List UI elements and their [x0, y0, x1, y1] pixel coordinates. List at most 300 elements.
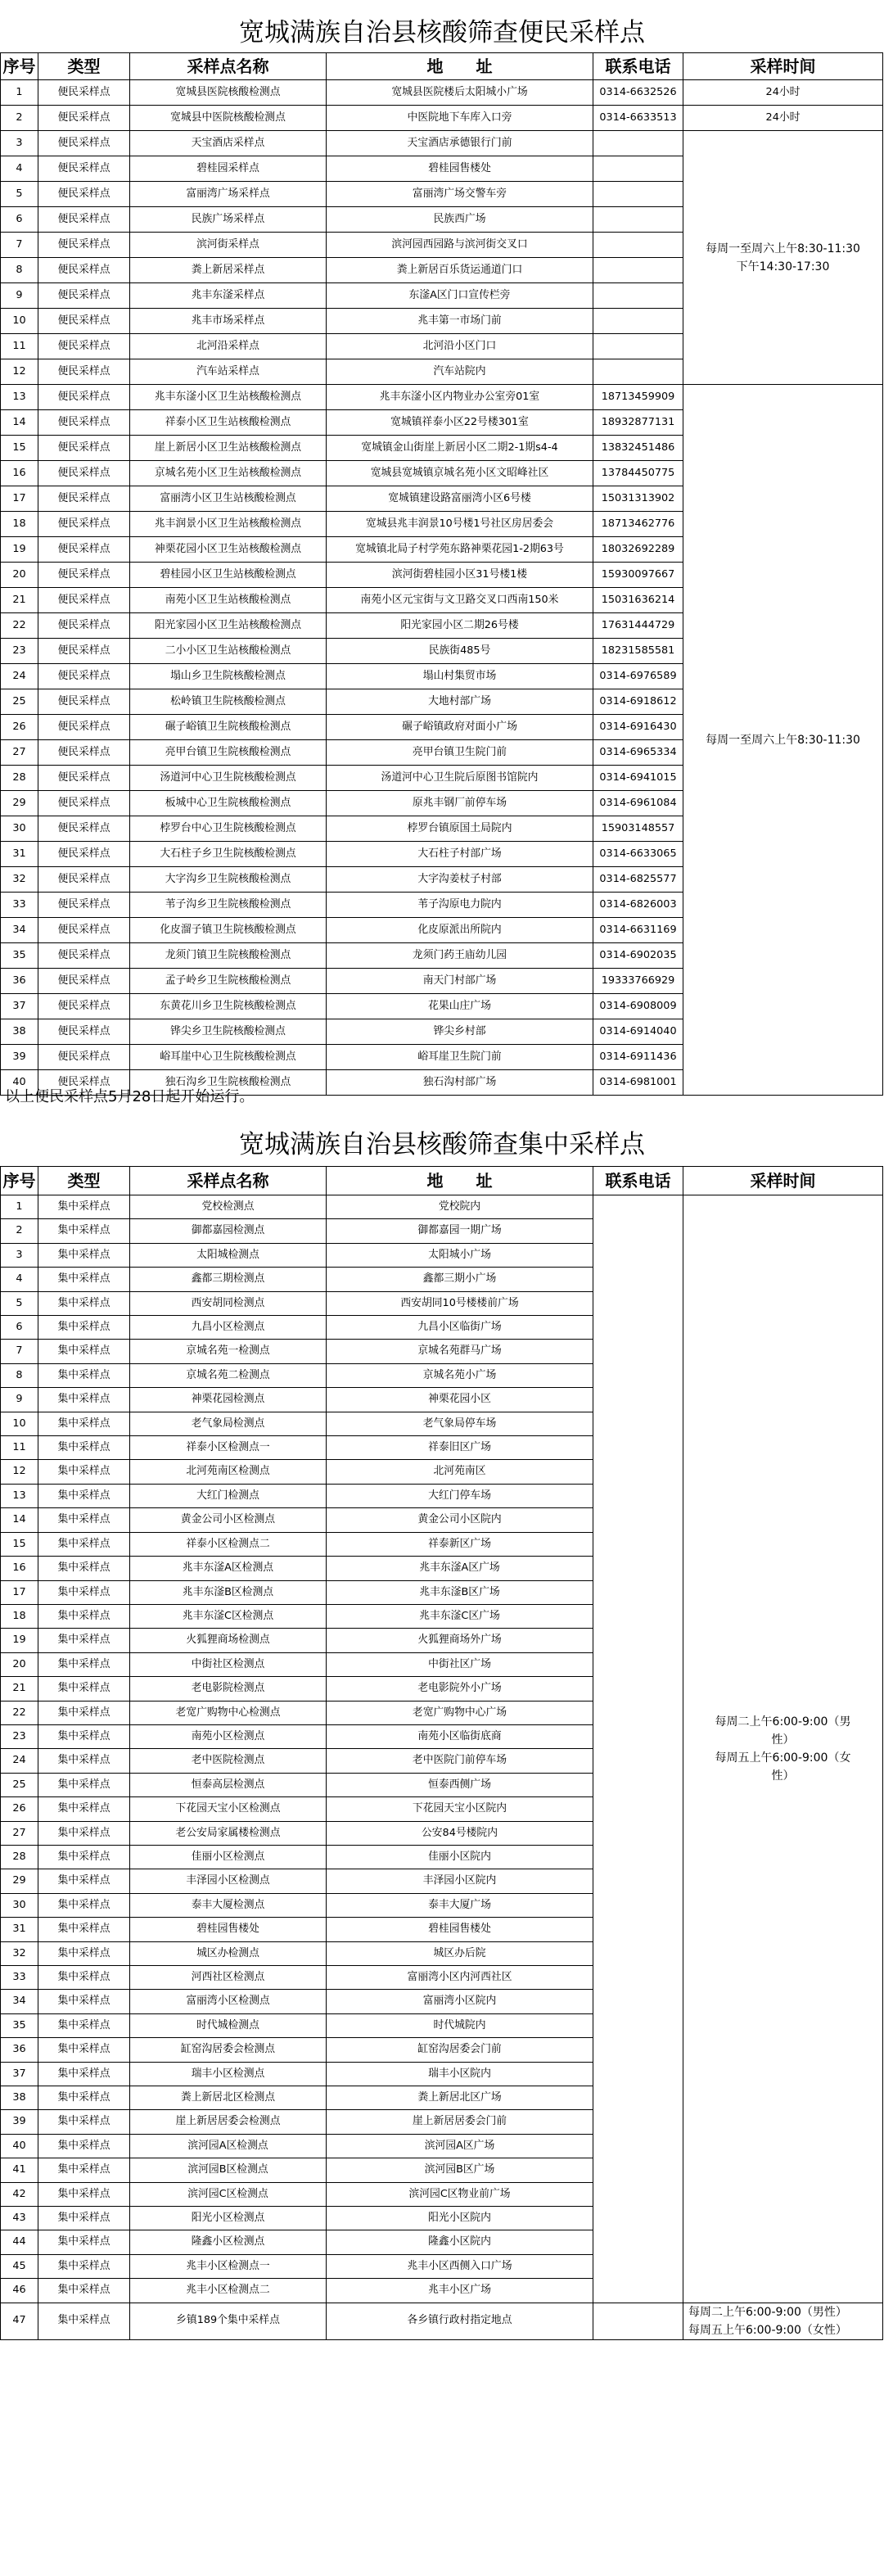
row-site-name: 党校检测点: [130, 1195, 327, 1219]
row-phone: 15903148557: [593, 816, 683, 842]
row-type: 便民采样点: [38, 943, 130, 969]
row-address: 北河苑南区: [327, 1460, 593, 1484]
row-site-name: 二小小区卫生站核酸检测点: [130, 639, 327, 664]
row-type: 便民采样点: [38, 106, 130, 131]
row-index: 21: [1, 588, 38, 613]
row-site-name: 时代城检测点: [130, 2013, 327, 2037]
row-address: 民族街485号: [327, 639, 593, 664]
row-address: 瑞丰小区院内: [327, 2062, 593, 2086]
row-index: 12: [1, 359, 38, 385]
row-index: 1: [1, 1195, 38, 1219]
row-type: 便民采样点: [38, 715, 130, 740]
row-site-name: 粪上新居北区检测点: [130, 2086, 327, 2110]
row-type: 便民采样点: [38, 740, 130, 766]
row-index: 38: [1, 2086, 38, 2110]
row-index: 29: [1, 791, 38, 816]
row-index: 45: [1, 2254, 38, 2278]
row-address: 化皮原派出所院内: [327, 918, 593, 943]
row-type: 集中采样点: [38, 1340, 130, 1363]
row-address: 龙须门药王庙幼儿园: [327, 943, 593, 969]
row-site-name: 滨河园B区检测点: [130, 2158, 327, 2182]
row-address: 兆丰东滏B区广场: [327, 1580, 593, 1604]
row-type: 集中采样点: [38, 2303, 130, 2339]
row-type: 便民采样点: [38, 182, 130, 207]
row-type: 集中采样点: [38, 2279, 130, 2303]
row-phone: 18713459909: [593, 385, 683, 410]
row-type: 集中采样点: [38, 1291, 130, 1315]
row-type: 便民采样点: [38, 791, 130, 816]
row-phone: 0314-6633513: [593, 106, 683, 131]
row-address: 阳光家园小区二期26号楼: [327, 613, 593, 639]
row-site-name: 阳光家园小区卫生站核酸检测点: [130, 613, 327, 639]
row-index: 5: [1, 1291, 38, 1315]
row-site-name: 大红门检测点: [130, 1484, 327, 1507]
row-type: 集中采样点: [38, 2086, 130, 2110]
row-site-name: 汤道河中心卫生院核酸检测点: [130, 766, 327, 791]
row-site-name: 松岭镇卫生院核酸检测点: [130, 689, 327, 715]
row-type: 便民采样点: [38, 918, 130, 943]
row-time: 24小时: [683, 106, 883, 131]
row-address: 兆丰第一市场门前: [327, 309, 593, 334]
row-index: 8: [1, 1363, 38, 1387]
row-site-name: 碧桂园小区卫生站核酸检测点: [130, 563, 327, 588]
table1-header-row: [1, 53, 883, 80]
time-line: 每周二上午6:00-9:00（男性）: [688, 2305, 847, 2319]
row-address: 老电影院外小广场: [327, 1677, 593, 1701]
row-phone: 18713462776: [593, 512, 683, 537]
time-line: 每周五上午6:00-9:00（女性）: [688, 2323, 847, 2337]
row-index: 27: [1, 1821, 38, 1845]
row-address: 富丽湾小区院内: [327, 1990, 593, 2013]
row-site-name: 京城名苑小区卫生站核酸检测点: [130, 461, 327, 486]
row-site-name: 民族广场采样点: [130, 207, 327, 233]
row-address: 东滏A区门口宣传栏旁: [327, 283, 593, 309]
row-address: 兆丰东滏A区广场: [327, 1557, 593, 1580]
row-type: 集中采样点: [38, 1797, 130, 1821]
row-type: 集中采样点: [38, 1701, 130, 1724]
row-site-name: 城区办检测点: [130, 1941, 327, 1965]
row-address: 北河沿小区门口: [327, 334, 593, 359]
row-address: 中医院地下车库入口旁: [327, 106, 593, 131]
row-site-name: 老公安局家属楼检测点: [130, 1821, 327, 1845]
row-index: 13: [1, 1484, 38, 1507]
header-phone: 联系电话: [593, 1167, 683, 1195]
row-address: 时代城院内: [327, 2013, 593, 2037]
row-time: 24小时: [683, 80, 883, 106]
row-phone: [593, 207, 683, 233]
convenience-sampling-table: [0, 52, 883, 1096]
row-address: 大石柱子村部广场: [327, 842, 593, 867]
row-index: 31: [1, 842, 38, 867]
row-address: 南苑小区元宝街与文卫路交叉口西南150米: [327, 588, 593, 613]
row-index: 28: [1, 766, 38, 791]
header-index: 序号: [1, 53, 38, 80]
row-index: 24: [1, 1749, 38, 1773]
row-type: 集中采样点: [38, 2038, 130, 2062]
row-type: 集中采样点: [38, 1388, 130, 1412]
row-site-name: 隆鑫小区检测点: [130, 2230, 327, 2254]
row-site-name: 峪耳崖中心卫生院核酸检测点: [130, 1045, 327, 1070]
row-site-name: 缸窑沟居委会检测点: [130, 2038, 327, 2062]
row-phone: [593, 334, 683, 359]
row-index: 2: [1, 1219, 38, 1243]
row-site-name: 苇子沟乡卫生院核酸检测点: [130, 893, 327, 918]
row-phone: [593, 258, 683, 283]
row-index: 20: [1, 1652, 38, 1676]
row-phone: 15930097667: [593, 563, 683, 588]
row-phone: 0314-6631169: [593, 918, 683, 943]
row-address: 滨河园C区物业前广场: [327, 2182, 593, 2206]
row-phone: 0314-6911436: [593, 1045, 683, 1070]
row-site-name: 河西社区检测点: [130, 1966, 327, 1990]
row-index: 40: [1, 2134, 38, 2158]
row-site-name: 御都嘉园检测点: [130, 1219, 327, 1243]
row-site-name: 兆丰小区检测点一: [130, 2254, 327, 2278]
row-type: 便民采样点: [38, 969, 130, 994]
row-phone: [593, 309, 683, 334]
time-line: 下午14:30-17:30: [736, 260, 830, 273]
row-address: 滨河园B区广场: [327, 2158, 593, 2182]
row-type: 集中采样点: [38, 1629, 130, 1652]
row-phone: 0314-6976589: [593, 664, 683, 689]
row-site-name: 北河苑南区检测点: [130, 1460, 327, 1484]
row-type: 集中采样点: [38, 2207, 130, 2230]
row-index: 3: [1, 1243, 38, 1267]
row-site-name: 崖上新居居委会检测点: [130, 2110, 327, 2134]
row-address: 恒泰西侧广场: [327, 1773, 593, 1796]
row-type: 集中采样点: [38, 1990, 130, 2013]
row-index: 14: [1, 410, 38, 436]
row-index: 23: [1, 1724, 38, 1748]
row-site-name: 粪上新居采样点: [130, 258, 327, 283]
row-phone: 15031636214: [593, 588, 683, 613]
row-phone: [593, 131, 683, 156]
row-site-name: 碾子峪镇卫生院核酸检测点: [130, 715, 327, 740]
row-type: 便民采样点: [38, 385, 130, 410]
time-line: 每周一至周六上午8:30-11:30: [706, 242, 860, 255]
row-type: 集中采样点: [38, 1580, 130, 1604]
row-address: 独石沟村部广场: [327, 1070, 593, 1096]
row-site-name: 兆丰东滏B区检测点: [130, 1580, 327, 1604]
row-type: 集中采样点: [38, 1412, 130, 1435]
row-type: 集中采样点: [38, 1869, 130, 1893]
row-index: 37: [1, 994, 38, 1019]
row-site-name: 恒泰高层检测点: [130, 1773, 327, 1796]
row-address: 滨河街碧桂园小区31号楼1楼: [327, 563, 593, 588]
row-site-name: 兆丰东滏A区检测点: [130, 1557, 327, 1580]
row-site-name: 汽车站采样点: [130, 359, 327, 385]
row-site-name: 京城名苑二检测点: [130, 1363, 327, 1387]
row-site-name: 中街社区检测点: [130, 1652, 327, 1676]
row-address: 佳丽小区院内: [327, 1845, 593, 1869]
row-address: 泰丰大厦广场: [327, 1893, 593, 1917]
row-index: 2: [1, 106, 38, 131]
row-address: 火狐狸商场外广场: [327, 1629, 593, 1652]
row-address: 公安84号楼院内: [327, 1821, 593, 1845]
row-site-name: 北河沿采样点: [130, 334, 327, 359]
row-site-name: 下花园天宝小区检测点: [130, 1797, 327, 1821]
row-index: 22: [1, 613, 38, 639]
row-type: 便民采样点: [38, 766, 130, 791]
row-type: 便民采样点: [38, 486, 130, 512]
row-index: 9: [1, 1388, 38, 1412]
row-site-name: 兆丰东滏C区检测点: [130, 1604, 327, 1628]
row-type: 集中采样点: [38, 1966, 130, 1990]
row-type: 便民采样点: [38, 309, 130, 334]
row-type: 集中采样点: [38, 1773, 130, 1796]
row-address: 兆丰东滏C区广场: [327, 1604, 593, 1628]
row-type: 便民采样点: [38, 893, 130, 918]
row-type: 集中采样点: [38, 1484, 130, 1507]
row-index: 13: [1, 385, 38, 410]
header-phone: 联系电话: [593, 53, 683, 80]
row-index: 16: [1, 1557, 38, 1580]
row-address: 宽城县兆丰润景10号楼1号社区房居委会: [327, 512, 593, 537]
row-site-name: 板城中心卫生院核酸检测点: [130, 791, 327, 816]
table-row: [1, 131, 883, 156]
row-site-name: 老气象局检测点: [130, 1412, 327, 1435]
row-type: 便民采样点: [38, 816, 130, 842]
row-site-name: 神栗花园检测点: [130, 1388, 327, 1412]
row-site-name: 兆丰小区检测点二: [130, 2279, 327, 2303]
row-phone: 15031313902: [593, 486, 683, 512]
row-type: 集中采样点: [38, 2134, 130, 2158]
row-index: 24: [1, 664, 38, 689]
row-index: 37: [1, 2062, 38, 2086]
merged-time-cell-b: 每周一至周六上午8:30-11:30: [683, 385, 883, 1096]
row-index: 28: [1, 1845, 38, 1869]
row-type: 集中采样点: [38, 1532, 130, 1556]
row-address: 富丽湾广场交警车旁: [327, 182, 593, 207]
row-index: 22: [1, 1701, 38, 1724]
header-site-name: 采样点名称: [130, 1167, 327, 1195]
row-type: 便民采样点: [38, 639, 130, 664]
row-site-name: 大字沟乡卫生院核酸检测点: [130, 867, 327, 893]
row-index: 17: [1, 1580, 38, 1604]
row-address: 宽城镇建设路富丽湾小区6号楼: [327, 486, 593, 512]
row-type: 便民采样点: [38, 689, 130, 715]
header-address: 地 址: [327, 1167, 593, 1195]
row-site-name: 祥泰小区卫生站核酸检测点: [130, 410, 327, 436]
row-type: 集中采样点: [38, 1604, 130, 1628]
row-site-name: 碧桂园采样点: [130, 156, 327, 182]
row-type: 便民采样点: [38, 588, 130, 613]
row-address: 下花园天宝小区院内: [327, 1797, 593, 1821]
row-address: 九昌小区临街广场: [327, 1316, 593, 1340]
row-address: 宽城县宽城镇京城名苑小区文昭峰社区: [327, 461, 593, 486]
row-phone: 0314-6633065: [593, 842, 683, 867]
row-site-name: 孟子岭乡卫生院核酸检测点: [130, 969, 327, 994]
row-address: 黄金公司小区院内: [327, 1508, 593, 1532]
row-index: 15: [1, 1532, 38, 1556]
row-phone: [593, 233, 683, 258]
row-type: 便民采样点: [38, 1070, 130, 1096]
row-type: 便民采样点: [38, 842, 130, 867]
row-address: 亮甲台镇卫生院门前: [327, 740, 593, 766]
table-row: [1, 385, 883, 410]
table2-title: 宽城满族自治县核酸筛查集中采样点: [239, 1130, 645, 1159]
row-site-name: 佳丽小区检测点: [130, 1845, 327, 1869]
row-address: 铧尖乡村部: [327, 1019, 593, 1045]
row-address: 太阳城小广场: [327, 1243, 593, 1267]
row-phone: [593, 182, 683, 207]
row-type: 集中采样点: [38, 1557, 130, 1580]
row-type: 集中采样点: [38, 1821, 130, 1845]
row-site-name: 老宽广购物中心检测点: [130, 1701, 327, 1724]
row-site-name: 宽城县医院核酸检测点: [130, 80, 327, 106]
row-type: 集中采样点: [38, 1219, 130, 1243]
row-type: 集中采样点: [38, 1460, 130, 1484]
row-phone: [593, 359, 683, 385]
row-type: 便民采样点: [38, 1045, 130, 1070]
row-address: 汤道河中心卫生院后原图书馆院内: [327, 766, 593, 791]
row-phone: 13784450775: [593, 461, 683, 486]
row-site-name: 南苑小区卫生站核酸检测点: [130, 588, 327, 613]
row-phone: [593, 2303, 683, 2339]
row-phone: 19333766929: [593, 969, 683, 994]
row-type: 便民采样点: [38, 994, 130, 1019]
row-address: 缸窑沟居委会门前: [327, 2038, 593, 2062]
row-address: 宽城镇祥泰小区22号楼301室: [327, 410, 593, 436]
row-address: 南苑小区临街底商: [327, 1724, 593, 1748]
row-site-name: 京城名苑一检测点: [130, 1340, 327, 1363]
header-time: 采样时间: [683, 53, 883, 80]
row-address: 兆丰东滏小区内物业办公室旁01室: [327, 385, 593, 410]
row-phone: [593, 283, 683, 309]
row-index: 30: [1, 1893, 38, 1917]
row-type: 集中采样点: [38, 2013, 130, 2037]
row-phone: 0314-6914040: [593, 1019, 683, 1045]
row-site-name: 滨河园C区检测点: [130, 2182, 327, 2206]
row-site-name: 西安胡同检测点: [130, 1291, 327, 1315]
header-address: 地 址: [327, 53, 593, 80]
row-type: 集中采样点: [38, 1893, 130, 1917]
row-type: 集中采样点: [38, 2182, 130, 2206]
row-type: 集中采样点: [38, 1363, 130, 1387]
merged-time-cell-main: [683, 1195, 883, 2303]
row-index: 34: [1, 918, 38, 943]
row-type: 便民采样点: [38, 867, 130, 893]
row-type: 便民采样点: [38, 664, 130, 689]
row-index: 5: [1, 182, 38, 207]
row-address: 汽车站院内: [327, 359, 593, 385]
time-line: 性）: [771, 1733, 795, 1747]
row-address: 兆丰小区广场: [327, 2279, 593, 2303]
time-line: 每周二上午6:00-9:00（男: [715, 1715, 851, 1729]
row-address: 丰泽园小区院内: [327, 1869, 593, 1893]
row-site-name: 滨河园A区检测点: [130, 2134, 327, 2158]
row-phone: 0314-6902035: [593, 943, 683, 969]
row-type: 便民采样点: [38, 258, 130, 283]
row-index: 36: [1, 969, 38, 994]
row-index: 25: [1, 689, 38, 715]
row-index: 26: [1, 715, 38, 740]
row-index: 21: [1, 1677, 38, 1701]
header-type: 类型: [38, 1167, 130, 1195]
row-type: 便民采样点: [38, 410, 130, 436]
row-site-name: 泰丰大厦检测点: [130, 1893, 327, 1917]
table-row: [1, 80, 883, 106]
header-type: 类型: [38, 53, 130, 80]
time-line: 性）: [771, 1769, 795, 1783]
row-phone: [593, 1195, 683, 2303]
row-address: 花果山庄广场: [327, 994, 593, 1019]
row-phone: 0314-6908009: [593, 994, 683, 1019]
row-index: 23: [1, 639, 38, 664]
row-site-name: 黄金公司小区检测点: [130, 1508, 327, 1532]
row-site-name: 富丽湾广场采样点: [130, 182, 327, 207]
row-type: 集中采样点: [38, 1436, 130, 1460]
row-type: 集中采样点: [38, 1749, 130, 1773]
row-index: 7: [1, 233, 38, 258]
row-index: 36: [1, 2038, 38, 2062]
row-site-name: 祥泰小区检测点二: [130, 1532, 327, 1556]
row-type: 便民采样点: [38, 334, 130, 359]
row-site-name: 兆丰润景小区卫生站核酸检测点: [130, 512, 327, 537]
row-phone: 18231585581: [593, 639, 683, 664]
row-site-name: 丰泽园小区检测点: [130, 1869, 327, 1893]
row-site-name: 兆丰东滏采样点: [130, 283, 327, 309]
row-address: 碾子峪镇政府对面小广场: [327, 715, 593, 740]
row-address: 苇子沟原电力院内: [327, 893, 593, 918]
row-type: 便民采样点: [38, 613, 130, 639]
row-type: 集中采样点: [38, 1918, 130, 1941]
row-address: 桲罗台镇原国土局院内: [327, 816, 593, 842]
row-index: 34: [1, 1990, 38, 2013]
row-site-name: 铧尖乡卫生院核酸检测点: [130, 1019, 327, 1045]
row-phone: 17631444729: [593, 613, 683, 639]
row-address: 大地村部广场: [327, 689, 593, 715]
row-site-name: 太阳城检测点: [130, 1243, 327, 1267]
row-type: 便民采样点: [38, 207, 130, 233]
row-type: 集中采样点: [38, 1652, 130, 1676]
row-address: 天宝酒店承德银行门前: [327, 131, 593, 156]
row-index: 46: [1, 2279, 38, 2303]
row-site-name: 龙须门镇卫生院核酸检测点: [130, 943, 327, 969]
table-row: [1, 2303, 883, 2339]
row-type: 集中采样点: [38, 1724, 130, 1748]
row-index: 3: [1, 131, 38, 156]
row-site-name: 瑞丰小区检测点: [130, 2062, 327, 2086]
row-site-name: 东黄花川乡卫生院核酸检测点: [130, 994, 327, 1019]
row-address: 京城名苑群马广场: [327, 1340, 593, 1363]
row-index: 14: [1, 1508, 38, 1532]
row-address: 神栗花园小区: [327, 1388, 593, 1412]
row-type: 便民采样点: [38, 156, 130, 182]
row-address: 阳光小区院内: [327, 2207, 593, 2230]
row-site-name: 天宝酒店采样点: [130, 131, 327, 156]
row-type: 集中采样点: [38, 1195, 130, 1219]
row-type: 集中采样点: [38, 1677, 130, 1701]
row-site-name: 南苑小区检测点: [130, 1724, 327, 1748]
merged-time-cell-a: [683, 131, 883, 385]
row-site-name: 崖上新居小区卫生站核酸检测点: [130, 436, 327, 461]
row-index: 43: [1, 2207, 38, 2230]
row-site-name: 老中医院检测点: [130, 1749, 327, 1773]
row-index: 31: [1, 1918, 38, 1941]
row-phone: 0314-6916430: [593, 715, 683, 740]
row-index: 40: [1, 1070, 38, 1096]
row-address: 原兆丰钢厂前停车场: [327, 791, 593, 816]
row-phone: 18932877131: [593, 410, 683, 436]
row-phone: 0314-6632526: [593, 80, 683, 106]
row-address: 南天门村部广场: [327, 969, 593, 994]
row-index: 6: [1, 1316, 38, 1340]
table-row: [1, 106, 883, 131]
row-index: 25: [1, 1773, 38, 1796]
row-site-name: 神栗花园小区卫生站核酸检测点: [130, 537, 327, 563]
row-site-name: 九昌小区检测点: [130, 1316, 327, 1340]
